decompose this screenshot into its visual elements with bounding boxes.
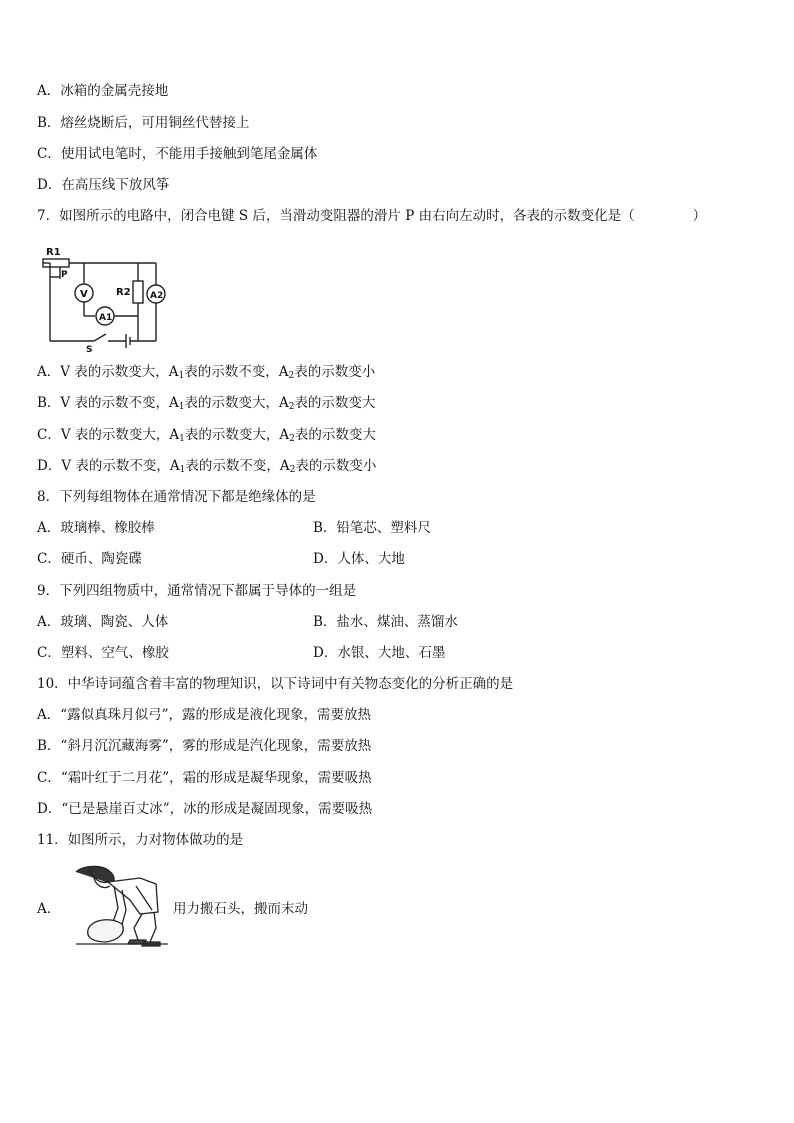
- option-label: B．: [313, 614, 337, 630]
- resistor-r2: [133, 281, 143, 303]
- subscript: 2: [289, 465, 296, 475]
- q7-option-c: [37, 426, 376, 448]
- subscript: 2: [289, 434, 295, 444]
- option-text: 熔丝烧断后，可用铜丝代替接上: [60, 115, 250, 131]
- subscript: 1: [178, 371, 185, 381]
- option-label: B．: [37, 395, 61, 411]
- q7-option-a: [37, 363, 375, 385]
- option-label: D．: [37, 177, 62, 193]
- q8-option-a: [37, 519, 155, 537]
- q6-option-d: [37, 176, 169, 194]
- option-text: “霜叶红于二月花”，霜的形成是凝华现象，需要吸热: [60, 770, 372, 786]
- option-label: D．: [37, 458, 62, 474]
- option-label: A．: [37, 364, 61, 380]
- label-r1: R1: [46, 247, 61, 258]
- question-text: 7．如图所示的电路中，闭合电键 S 后，当滑动变阻器的滑片 P 由右向左动时，各表的示数变化是（: [37, 208, 635, 224]
- subscript: 2: [288, 371, 295, 381]
- option-part: 表的示数变小: [294, 364, 376, 380]
- option-text: “已是悬崖百丈冰”，冰的形成是凝固现象，需要吸热: [61, 801, 373, 817]
- circuit-diagram: [38, 243, 178, 355]
- option-part: 表的示数变大: [294, 395, 376, 411]
- q10-option-b: [37, 737, 371, 755]
- option-part: 表的示数不变，A: [184, 364, 289, 380]
- q8-option-b: [313, 519, 431, 537]
- q11-stem: 11．如图所示，力对物体做功的是: [37, 832, 244, 848]
- paren-close: ）: [692, 208, 707, 224]
- label-s: S: [86, 345, 93, 355]
- q8-option-d: [313, 550, 405, 568]
- option-text: 在高压线下放风筝: [61, 177, 170, 193]
- option-label: D．: [37, 801, 62, 817]
- option-text: 使用试电笔时，不能用手接触到笔尾金属体: [60, 146, 318, 162]
- q8-option-c: [37, 550, 142, 568]
- person-lifting-stone-illustration: [70, 864, 170, 950]
- label-p: P: [61, 270, 68, 280]
- option-label: C．: [37, 146, 61, 162]
- option-label: A．: [37, 520, 61, 536]
- option-label: B．: [37, 115, 61, 131]
- label-v: V: [80, 289, 88, 300]
- option-label: C．: [37, 427, 61, 443]
- q10-stem: 10．中华诗词蕴含着丰富的物理知识，以下诗词中有关物态变化的分析正确的是: [37, 676, 514, 692]
- q9-option-b: [313, 613, 458, 631]
- option-label: B．: [313, 520, 337, 536]
- option-text: 水银、大地、石墨: [337, 645, 446, 661]
- q10-option-a: [37, 706, 371, 724]
- switch-s: [94, 334, 106, 341]
- q11-option-a-label: A．: [37, 901, 61, 917]
- subscript: 1: [178, 402, 185, 412]
- option-label: C．: [37, 770, 61, 786]
- subscript: 1: [179, 434, 185, 444]
- q10-option-d: [37, 800, 372, 818]
- option-text: “斜月沉沉藏海雾”，雾的形成是汽化现象，需要放热: [60, 738, 372, 754]
- option-text: 人体、大地: [337, 551, 405, 567]
- q7-option-d: [37, 457, 376, 479]
- q9-option-a: [37, 613, 168, 631]
- option-part: 表的示数变大，A: [184, 395, 289, 411]
- option-text: “露似真珠月似弓”，露的形成是液化现象，需要放热: [60, 707, 372, 723]
- option-label: C．: [37, 645, 61, 661]
- option-text: 塑料、空气、橡胶: [60, 645, 169, 661]
- label-a2: A2: [150, 291, 164, 301]
- label-r2: R2: [116, 287, 131, 298]
- option-label: C．: [37, 551, 61, 567]
- option-text: 硬币、陶瓷碟: [60, 551, 142, 567]
- option-part: V 表的示数不变，A: [61, 458, 180, 474]
- option-label: B．: [37, 738, 61, 754]
- option-label: A．: [37, 614, 61, 630]
- option-part: V 表的示数变大，A: [60, 364, 179, 380]
- option-label: A．: [37, 707, 61, 723]
- option-label: D．: [313, 645, 338, 661]
- option-text: 玻璃、陶瓷、人体: [60, 614, 169, 630]
- option-label: A．: [37, 83, 61, 99]
- option-part: 表的示数变大: [294, 427, 376, 443]
- q10-option-c: [37, 769, 372, 787]
- option-text: 冰箱的金属壳接地: [60, 83, 169, 99]
- q6-option-a: [37, 82, 168, 100]
- option-label: D．: [313, 551, 338, 567]
- subscript: 2: [288, 402, 295, 412]
- option-part: 表的示数不变，A: [185, 458, 290, 474]
- q7-stem: [37, 207, 706, 225]
- option-text: 玻璃棒、橡胶棒: [60, 520, 155, 536]
- option-part: 表的示数变小: [295, 458, 377, 474]
- q9-stem: 9．下列四组物质中，通常情况下都属于导体的一组是: [37, 583, 357, 599]
- q7-option-b: [37, 394, 375, 416]
- option-text: 铅笔芯、塑料尺: [336, 520, 431, 536]
- subscript: 1: [179, 465, 186, 475]
- q9-option-c: [37, 644, 169, 662]
- option-part: 表的示数变大，A: [184, 427, 290, 443]
- option-part: V 表的示数不变，A: [60, 395, 179, 411]
- q6-option-c: [37, 145, 317, 163]
- option-text: 盐水、煤油、蒸馏水: [336, 614, 458, 630]
- q6-option-b: [37, 114, 249, 132]
- q9-option-d: [313, 644, 445, 662]
- option-part: V 表的示数变大，A: [60, 427, 180, 443]
- q8-stem: 8．下列每组物体在通常情况下都是绝缘体的是: [37, 489, 316, 505]
- q11-option-a-text: 用力搬石头，搬而末动: [173, 901, 308, 917]
- label-a1: A1: [99, 313, 113, 323]
